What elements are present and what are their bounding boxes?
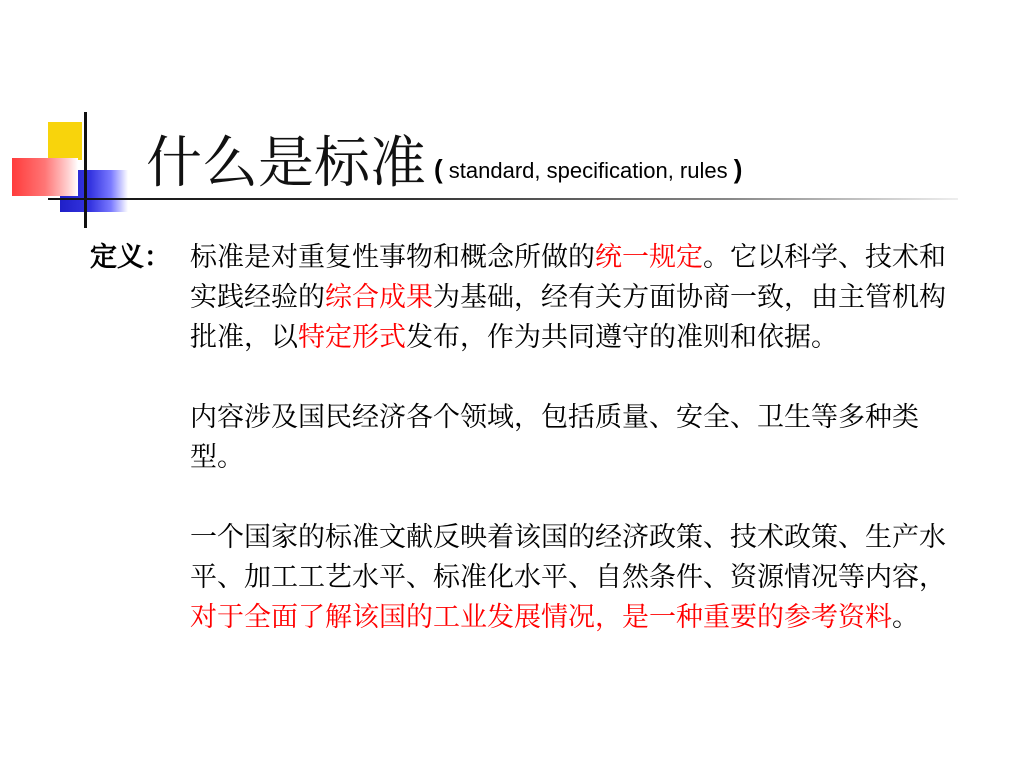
scope-paragraph: 内容涉及国民经济各个领域，包括质量、安全、卫生等多种类型。: [190, 402, 919, 473]
title-english-text: standard, specification, rules: [442, 158, 734, 183]
definition-row: [90, 238, 970, 358]
highlight-text: 综合成果: [325, 282, 433, 313]
title-underline: [48, 198, 958, 200]
text-segment: 为基础，经有关方面协商一致，由主管机构批准，以: [190, 282, 946, 353]
definition-paragraph: [190, 238, 950, 358]
spacer: [90, 358, 970, 398]
text-segment: 发布，作为共同遵守的准则和依据。: [406, 322, 838, 353]
text-segment: 标准是对重复性事物和概念所做的: [190, 242, 595, 273]
decor-vertical-line: [84, 112, 87, 228]
text-segment: 一个国家的标准文献反映着该国的经济政策、技术政策、生产水平、加工工艺水平、标准化水平、自然条件、资源情况等内容，: [190, 522, 946, 593]
title-english: [434, 154, 743, 184]
spacer: [90, 478, 970, 518]
text-segment: 。: [892, 602, 919, 633]
highlight-text: 对于全面了解该国的工业发展情况，是一种重要的参考资料: [190, 602, 892, 633]
slide-title: [146, 132, 742, 196]
significance-paragraph: [190, 518, 950, 638]
highlight-text: 特定形式: [298, 322, 406, 353]
paren-close: ): [733, 154, 743, 184]
decor-red-square: [12, 158, 78, 196]
slide-body: [90, 238, 970, 638]
highlight-text: 统一规定: [595, 242, 703, 273]
paren-open: (: [434, 154, 443, 184]
definition-label: 定义：: [90, 242, 171, 273]
title-chinese: 什么是标准: [146, 131, 426, 196]
text-segment: 。它以科学、技术和实践经验的: [190, 242, 946, 313]
decor-yellow-square: [48, 122, 82, 160]
